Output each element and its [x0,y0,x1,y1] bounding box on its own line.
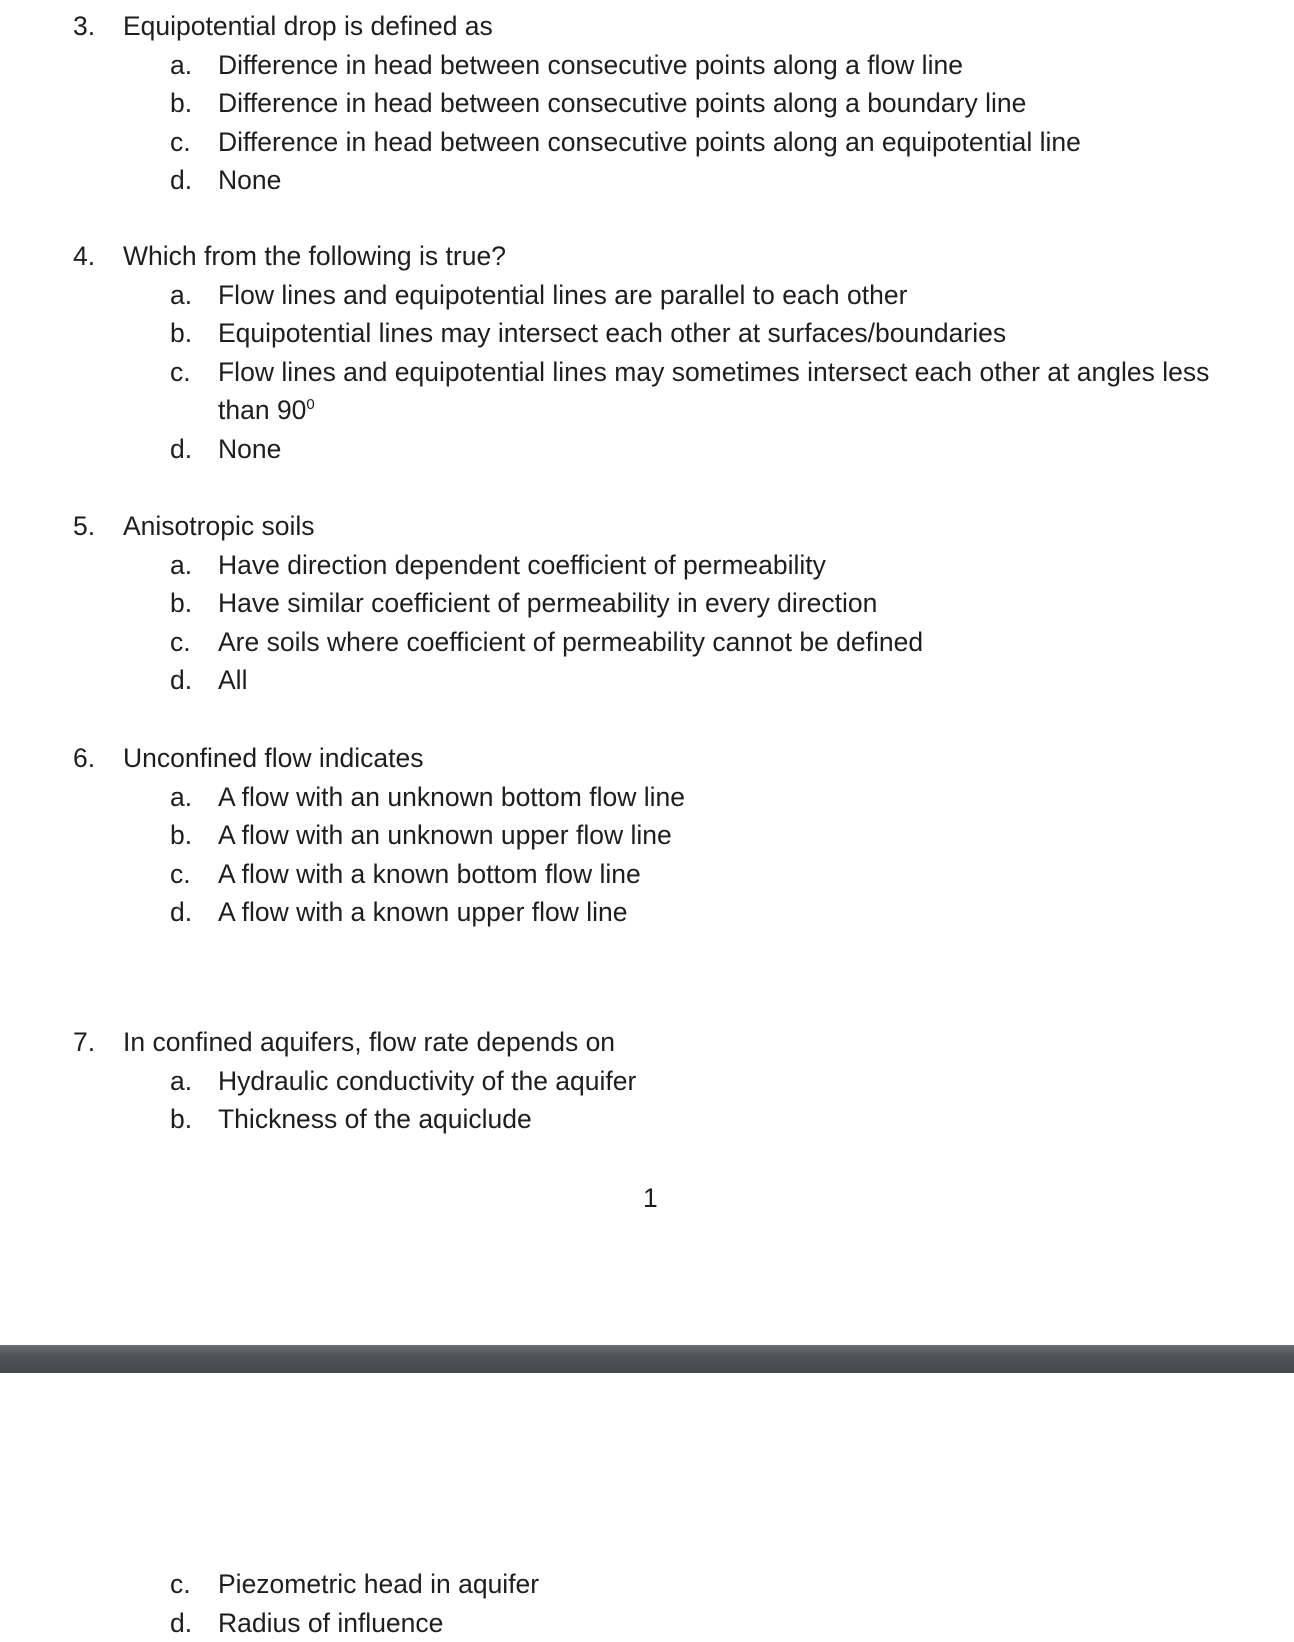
page-separator [0,1345,1294,1373]
option-text: A flow with an unknown bottom flow line [218,781,685,812]
degree-superscript: 0 [306,396,315,414]
option-letter: b. [170,318,193,348]
option-text: Have direction dependent coefficient of permeability [218,549,826,580]
option-d [0,661,1294,700]
option-b [0,84,1294,123]
question-number: 7. [73,1027,96,1057]
option-d [0,430,1294,469]
option-letter: a. [170,49,193,80]
option-text: All [218,665,248,695]
document-page-continued [0,1565,1294,1642]
option-d [0,161,1294,200]
option-letter: d. [170,897,193,927]
question-5 [0,507,1294,700]
option-letter: b. [170,820,193,850]
question-3 [0,7,1294,200]
option-c [0,353,1294,430]
option-letter: d. [170,433,193,464]
option-letter: c. [170,858,191,889]
option-letter: d. [170,665,193,695]
option-text: Are soils where coefficient of permeability cannot be defined [218,626,924,657]
option-letter: c. [170,356,191,387]
option-b [0,584,1294,623]
question-number: 3. [73,11,96,41]
option-text: A flow with a known upper flow line [218,897,628,927]
question-4 [0,237,1294,468]
option-text: A flow with an unknown upper flow line [218,820,672,850]
option-letter: c. [170,1569,191,1599]
option-text: Difference in head between consecutive points along a flow line [218,49,963,80]
option-text: Flow lines and equipotential lines are parallel to each other [218,279,908,310]
option-letter: a. [170,279,193,310]
option-letter: a. [170,549,193,580]
question-text: Unconfined flow indicates [123,743,424,773]
option-text: None [218,433,282,464]
option-text: Equipotential lines may intersect each other at surfaces/boundaries [218,318,1007,348]
option-c [0,1565,1294,1604]
option-text: Difference in head between consecutive points along a boundary line [218,88,1027,118]
question-number: 4. [73,241,96,271]
option-letter: b. [170,588,193,618]
option-letter: d. [170,165,193,195]
option-a [0,46,1294,85]
option-letter: c. [170,126,191,157]
option-a [0,778,1294,817]
option-d [0,1604,1294,1642]
page-number: 1 [643,1183,658,1213]
option-text: Radius of influence [218,1607,444,1638]
option-text: Thickness of the aquiclude [218,1104,532,1134]
option-letter: b. [170,88,193,118]
option-text: Difference in head between consecutive points along an equipotential line [218,126,1081,157]
option-text: A flow with a known bottom flow line [218,858,641,889]
option-c [0,855,1294,894]
option-text [218,353,1228,430]
option-a [0,1062,1294,1101]
question-6 [0,739,1294,932]
question-text: Which from the following is true? [123,241,506,271]
option-text: None [218,165,282,195]
option-b [0,314,1294,353]
option-text: Hydraulic conductivity of the aquifer [218,1065,637,1096]
option-a [0,276,1294,315]
option-b [0,816,1294,855]
option-letter: d. [170,1607,193,1638]
option-text: Piezometric head in aquifer [218,1569,540,1599]
option-letter: a. [170,781,193,812]
option-letter: c. [170,626,191,657]
question-text: Equipotential drop is defined as [123,11,493,41]
question-number: 6. [73,743,96,773]
option-letter: b. [170,1104,193,1134]
question-7 [0,1023,1294,1139]
option-text-main: Flow lines and equipotential lines may sometimes intersect each other at angles less than 90 [218,356,1210,425]
option-c [0,623,1294,662]
option-letter: a. [170,1065,193,1096]
option-text: Have similar coefficient of permeability in every direction [218,588,878,618]
question-number: 5. [73,511,96,541]
option-d [0,893,1294,932]
question-text: Anisotropic soils [123,511,315,541]
option-c [0,123,1294,162]
option-b [0,1100,1294,1139]
option-a [0,546,1294,585]
question-text: In confined aquifers, flow rate depends on [123,1027,616,1057]
